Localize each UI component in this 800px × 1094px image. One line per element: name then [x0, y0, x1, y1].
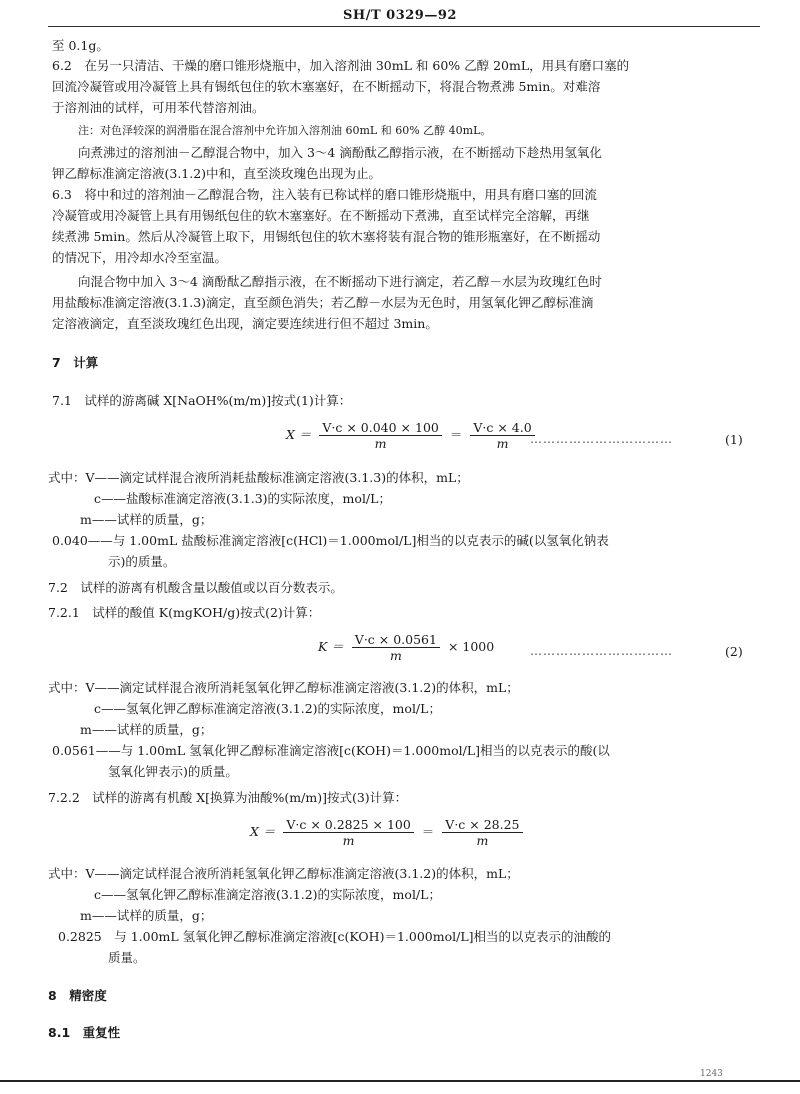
- text-line: 于溶剂油的试样，可用苯代替溶剂油。: [52, 100, 265, 115]
- numerator: V·c × 0.0561: [352, 632, 440, 648]
- fraction: [319, 420, 442, 451]
- clause-7-1: 7.1 试样的游离碱 X[NaOH%(m/m)]按式(1)计算：: [52, 393, 352, 408]
- equals-sign: ＝: [449, 427, 463, 442]
- text-line: 续煮沸 5min。然后从冷凝管上取下，用锡纸包住的软木塞将装有混合物的锥形瓶塞好，在不断摇动: [52, 229, 601, 244]
- where-line: 式中：V——滴定试样混合液所消耗氢氧化钾乙醇标准滴定溶液(3.1.2)的体积，mL；: [48, 866, 519, 881]
- fraction: [352, 632, 440, 663]
- where-line: 0.0561——与 1.00mL 氢氧化钾乙醇标准滴定溶液[c(KOH)＝1.000mol/L]相当的以克表示的酸(以: [52, 743, 610, 758]
- denominator: m: [476, 833, 489, 848]
- clause-7-2-2: 7.2.2 试样的游离有机酸 X[换算为油酸%(m/m)]按式(3)计算：: [48, 790, 408, 805]
- standard-number-header: SH/T 0329—92: [343, 8, 457, 23]
- formula-3: [250, 817, 527, 848]
- equation-number: (1): [725, 432, 743, 447]
- text-line: 向煮沸过的溶剂油－乙醇混合物中，加入 3～4 滴酚酞乙醇指示液，在不断摇动下趁热用氢氧化: [78, 145, 602, 160]
- numerator: V·c × 28.25: [442, 817, 522, 833]
- section-8-heading: 8 精密度: [48, 988, 107, 1003]
- page-number: 1243: [700, 1069, 723, 1079]
- multiplier: × 1000: [447, 639, 495, 654]
- where-line: m——试样的质量，g；: [80, 722, 213, 737]
- text-line: 的情况下，用冷却水冷至室温。: [52, 250, 228, 265]
- numerator: V·c × 4.0: [470, 420, 534, 436]
- denominator: m: [389, 648, 402, 663]
- equation-number: (2): [725, 644, 743, 659]
- clause-7-2: 7.2 试样的游离有机酸含量以酸值或以百分数表示。: [48, 580, 343, 595]
- where-line: c——盐酸标准滴定溶液(3.1.3)的实际浓度，mol/L；: [94, 491, 391, 506]
- where-line: 氢氧化钾表示)的质量。: [108, 764, 238, 779]
- formula-1: [286, 420, 539, 451]
- denominator: m: [342, 833, 355, 848]
- where-line: c——氢氧化钾乙醇标准滴定溶液(3.1.2)的实际浓度，mol/L；: [94, 887, 441, 902]
- where-line: 示)的质量。: [108, 554, 176, 569]
- text-line: 钾乙醇标准滴定溶液(3.1.2)中和，直至淡玫瑰色出现为止。: [52, 166, 382, 181]
- where-line: m——试样的质量，g；: [80, 908, 213, 923]
- where-line: 质量。: [108, 950, 146, 965]
- formula-lhs: K ＝: [318, 639, 344, 654]
- where-line: 0.2825 与 1.00mL 氢氧化钾乙醇标准滴定溶液[c(KOH)＝1.000mol/L]相当的以克表示的油酸的: [58, 929, 612, 944]
- clause-6-3: 6.3 将中和过的溶剂油－乙醇混合物，注入装有已称试样的磨口锥形烧瓶中，用具有磨口塞的回流: [52, 187, 597, 202]
- clause-7-2-1: 7.2.1 试样的酸值 K(mgKOH/g)按式(2)计算：: [48, 605, 321, 620]
- footer-rule: [0, 1080, 800, 1082]
- numerator: V·c × 0.040 × 100: [319, 420, 442, 436]
- fraction: [470, 420, 534, 451]
- where-line: 式中：V——滴定试样混合液所消耗氢氧化钾乙醇标准滴定溶液(3.1.2)的体积，mL；: [48, 680, 519, 695]
- numerator: V·c × 0.2825 × 100: [283, 817, 413, 833]
- where-line: 0.040——与 1.00mL 盐酸标准滴定溶液[c(HCl)＝1.000mol/L]相当的以克表示的碱(以氢氧化钠表: [52, 533, 609, 548]
- text-line: 至 0.1g。: [52, 38, 109, 53]
- equals-sign: ＝: [421, 824, 435, 839]
- formula-2: [318, 632, 494, 663]
- fraction: [283, 817, 413, 848]
- where-line: m——试样的质量，g；: [80, 512, 213, 527]
- formula-lhs: X ＝: [286, 427, 312, 442]
- text-line: 向混合物中加入 3～4 滴酚酞乙醇指示液，在不断摇动下进行滴定，若乙醇－水层为玫瑰红色时: [78, 274, 602, 289]
- clause-8-1-heading: 8.1 重复性: [48, 1025, 121, 1040]
- header-rule: [48, 26, 760, 27]
- text-line: 冷凝管或用冷凝管上具有用锡纸包住的软木塞塞好。在不断摇动下煮沸，直至试样完全溶解，再继: [52, 208, 590, 223]
- note: 注：对色泽较深的润滑脂在混合溶剂中允许加入溶剂油 60mL 和 60% 乙醇 40mL。: [78, 124, 492, 137]
- formula-lhs: X ＝: [250, 824, 276, 839]
- leader-dots: ……………………………: [530, 644, 673, 658]
- text-line: 用盐酸标准滴定溶液(3.1.3)滴定，直至颜色消失；若乙醇－水层为无色时，用氢氧化钾乙醇标准滴: [52, 295, 594, 310]
- text-line: 回流冷凝管或用冷凝管上具有锡纸包住的软木塞塞好，在不断摇动下，将混合物煮沸 5min。对难溶: [52, 79, 601, 94]
- section-7-heading: 7 计算: [52, 355, 99, 370]
- fraction: [442, 817, 522, 848]
- clause-6-2: 6.2 在另一只清洁、干燥的磨口锥形烧瓶中，加入溶剂油 30mL 和 60% 乙醇 20mL，用具有磨口塞的: [52, 58, 630, 73]
- denominator: m: [496, 436, 509, 451]
- denominator: m: [374, 436, 387, 451]
- where-line: c——氢氧化钾乙醇标准滴定溶液(3.1.2)的实际浓度，mol/L；: [94, 701, 441, 716]
- where-line: 式中：V——滴定试样混合液所消耗盐酸标准滴定溶液(3.1.3)的体积，mL；: [48, 470, 469, 485]
- text-line: 定溶液滴定，直至淡玫瑰红色出现，滴定要连续进行但不超过 3min。: [52, 316, 438, 331]
- leader-dots: ……………………………: [530, 432, 673, 446]
